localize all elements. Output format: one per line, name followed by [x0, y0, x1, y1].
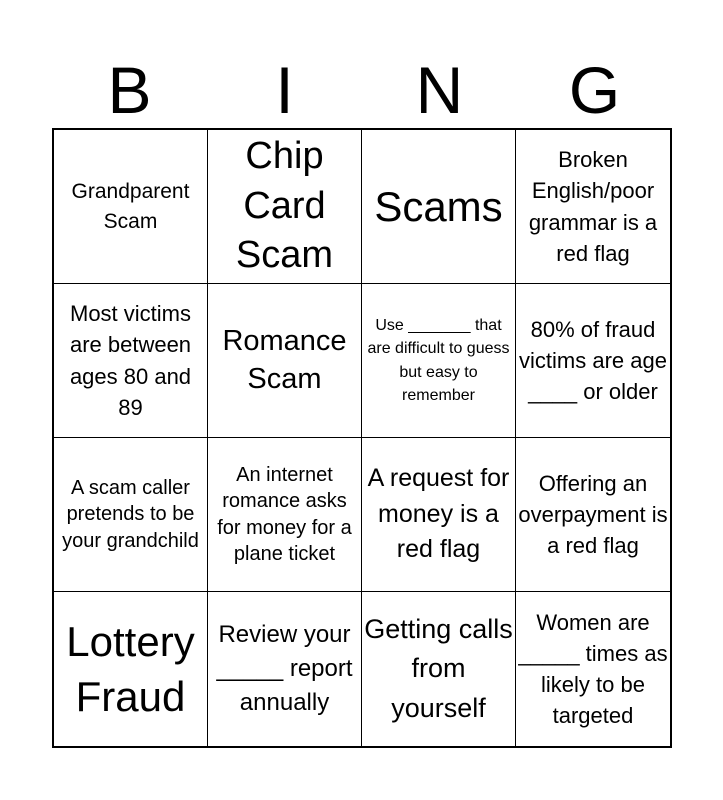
bingo-cell[interactable] — [54, 284, 208, 438]
bingo-cell[interactable] — [516, 284, 670, 438]
bingo-header — [52, 52, 672, 128]
bingo-cell[interactable] — [516, 130, 670, 284]
bingo-cell[interactable] — [516, 438, 670, 592]
cell-text: Getting calls from yourself — [364, 614, 513, 723]
bingo-board — [52, 128, 672, 748]
bingo-cell[interactable] — [208, 130, 362, 284]
cell-text: Broken English/poor grammar is a red flag — [528, 147, 658, 266]
cell-text: Most victims are between ages 80 and 89 — [69, 301, 192, 420]
cell-text: An internet romance asks for money for a plane ticket — [217, 463, 352, 565]
bingo-cell[interactable] — [54, 438, 208, 592]
bingo-cell[interactable] — [362, 130, 516, 284]
header-letter-n: N — [415, 53, 464, 127]
cell-text: Women are _____ times as likely to be targeted — [518, 609, 668, 729]
header-letter-b: B — [107, 53, 152, 127]
bingo-cell[interactable] — [362, 592, 516, 746]
bingo-cell[interactable] — [362, 438, 516, 592]
cell-text: Offering an overpayment is a red flag — [518, 470, 668, 559]
cell-text: Romance Scam — [222, 324, 347, 395]
cell-text: Review your _____ report annually — [216, 620, 353, 717]
cell-text: Chip Card Scam — [235, 135, 334, 277]
cell-text: 80% of fraud victims are age ____ or older — [519, 316, 667, 405]
bingo-cell[interactable] — [208, 592, 362, 746]
bingo-cell[interactable] — [54, 130, 208, 284]
bingo-cell[interactable] — [362, 284, 516, 438]
cell-text: Scams — [374, 182, 503, 230]
bingo-cell[interactable] — [516, 592, 670, 746]
header-letter-g: G — [568, 53, 621, 127]
cell-text: A request for money is a red flag — [367, 464, 510, 564]
bingo-cell[interactable] — [208, 284, 362, 438]
cell-text: Grandparent Scam — [71, 179, 190, 233]
bingo-cell[interactable] — [208, 438, 362, 592]
cell-text: Lottery Fraud — [66, 617, 195, 720]
cell-text: A scam caller pretends to be your grandchild — [62, 476, 199, 552]
header-letter-i: I — [275, 53, 294, 127]
cell-text: Use _______ that are difficult to guess but easy to remember — [367, 317, 510, 404]
bingo-cell[interactable] — [54, 592, 208, 746]
